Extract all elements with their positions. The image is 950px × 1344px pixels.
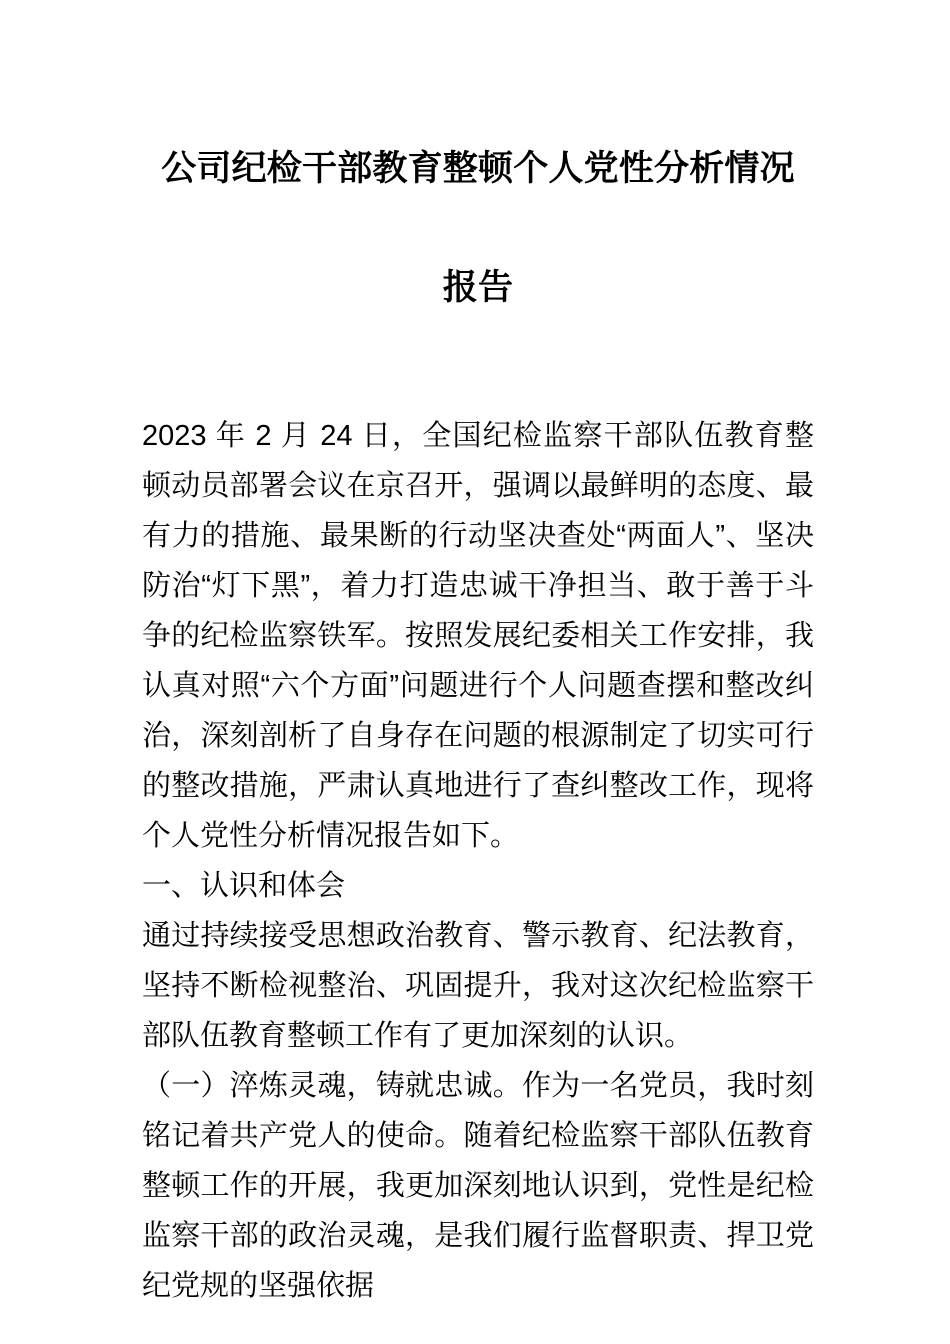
document-title-block <box>142 0 814 319</box>
paragraph-intro: 2023 年 2 月 24 日，全国纪检监察干部队伍教育整顿动员部署会议在京召开，强调以最鲜明的态度、最有力的措施、最果断的行动坚决查处“两面人”、坚决防治“灯下黑”，着力打造忠诚干净担当、敢于善于斗争的纪检监察铁军。按照发展纪委相关工作安排，我认真对照“六个方面”问题进行个人问题查摆和整改纠治，深刻剖析了自身存在问题的根源制定了切实可行的整改措施，严肃认真地进行了查纠整改工作，现将个人党性分析情况报告如下。 <box>142 420 814 852</box>
document-text-column <box>142 0 814 1311</box>
document-content <box>142 411 814 1311</box>
paragraph-subsection-one: （一）淬炼灵魂，铸就忠诚。作为一名党员，我时刻铭记着共产党人的使命。随着纪检监察干部队伍教育整顿工作的开展，我更加深刻地认识到，党性是纪检监察干部的政治灵魂，是我们履行监督职责、捍卫党纪党规的坚强依据 <box>142 1070 814 1302</box>
section-heading-one: 一、认识和体会 <box>142 870 346 902</box>
document-title-line-1: 公司纪检干部教育整顿个人党性分析情况 <box>161 149 795 188</box>
document-title-line-2: 报告 <box>442 268 514 307</box>
paragraph-section-one-body: 通过持续接受思想政治教育、警示教育、纪法教育，坚持不断检视整治、巩固提升，我对这次纪检监察干部队伍教育整顿工作有了更加深刻的认识。 <box>142 920 814 1052</box>
